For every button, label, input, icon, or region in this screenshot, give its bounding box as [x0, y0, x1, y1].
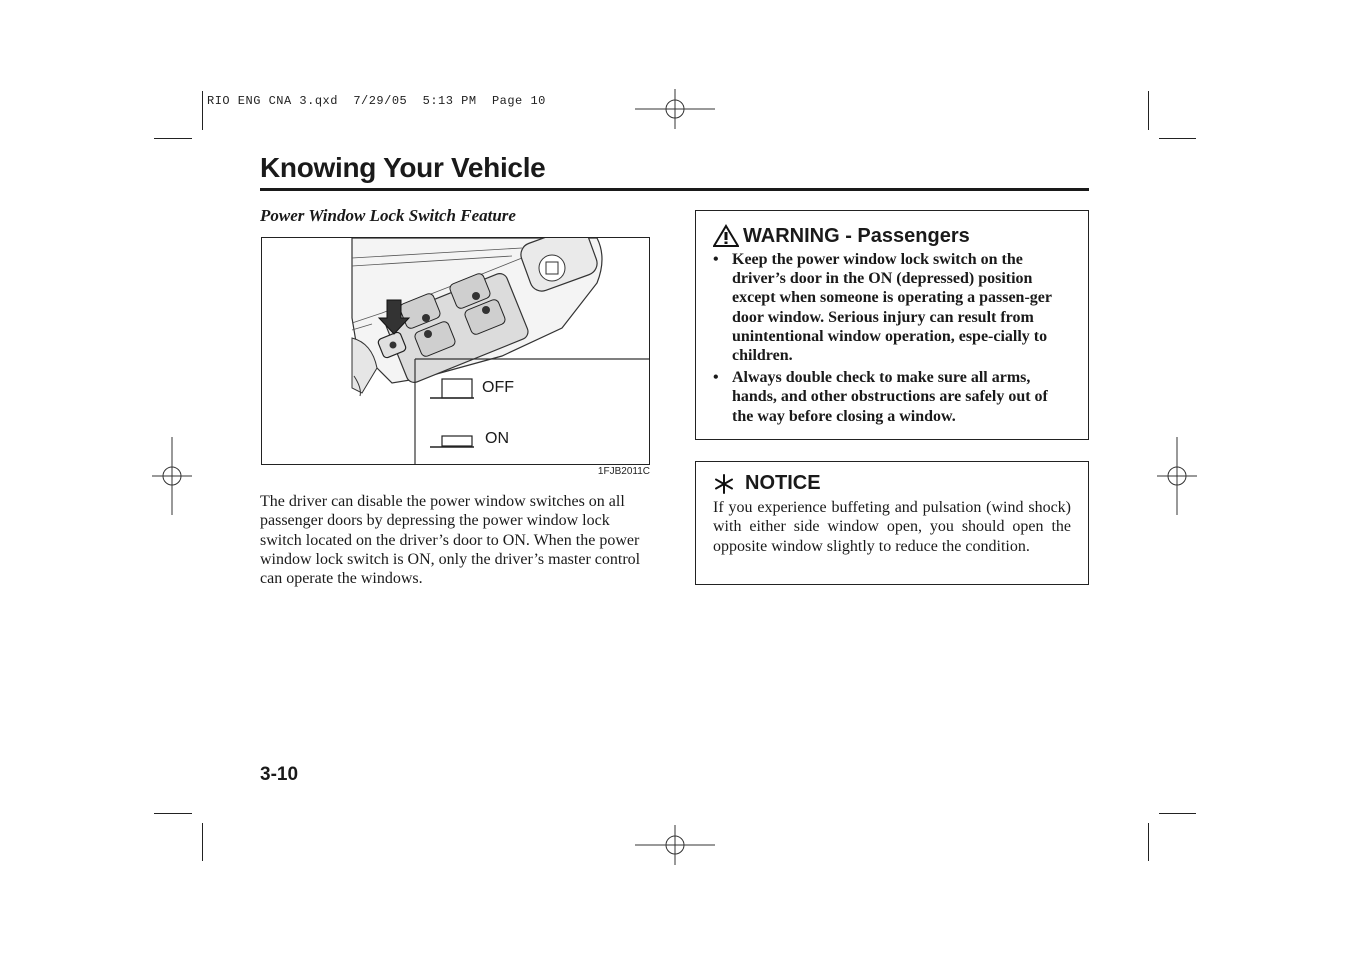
door-panel-drawing	[262, 238, 650, 465]
registration-mark	[152, 437, 192, 515]
crop-mark	[202, 823, 203, 861]
crop-mark	[154, 813, 192, 814]
warning-item: • Keep the power window lock switch on the driver’s door in the ON (depressed) position except when someone is operating a passen-ger door window. Serious injury can result from unintentional window operation, espe-cially to children.	[713, 251, 1052, 365]
registration-mark	[1157, 437, 1197, 515]
notice-box	[695, 461, 1089, 585]
crop-mark	[154, 138, 192, 139]
warning-list	[713, 250, 1072, 426]
warning-heading	[713, 224, 1072, 248]
lock-switch-illustration	[261, 237, 650, 465]
body-paragraph: The driver can disable the power window switches on all passenger doors by depressing the power window lock switch located on the driver’s door to ON. When the power window lock switch is ON, only the driver’s master control can operate the windows.	[260, 493, 641, 588]
title-rule	[260, 188, 1089, 191]
registration-mark	[635, 89, 715, 129]
crop-mark	[1148, 91, 1149, 130]
notice-title: NOTICE	[745, 472, 821, 494]
figure-code: 1FJB2011C	[597, 466, 650, 477]
crop-mark	[1159, 138, 1196, 139]
crop-mark	[1148, 823, 1149, 861]
on-label: ON	[485, 430, 509, 447]
page-title: Knowing Your Vehicle	[260, 152, 546, 183]
page-number: 3-10	[260, 764, 299, 785]
warning-item-text: Keep the power window lock switch on the driver’s door in the ON (depressed) position except when someone is operating a passen-ger door window. Serious injury can result from unintentional window operation, espe-cially to children.	[732, 251, 1052, 365]
notice-text: If you experience buffeting and pulsation (wind shock) with either side window open, you should open the opposite window slightly to reduce the condition.	[713, 499, 1071, 555]
crop-mark	[1159, 813, 1196, 814]
warning-box	[695, 210, 1089, 440]
registration-mark	[635, 825, 715, 865]
warning-item: • Always double check to make sure all arms, hands, and other obstructions are safely out of the way before closing a window.	[713, 369, 1048, 425]
print-slug: RIO ENG CNA 3.qxd 7/29/05 5:13 PM Page 10	[207, 94, 546, 108]
crop-mark	[202, 91, 203, 130]
warning-title: WARNING - Passengers	[743, 224, 970, 247]
section-heading: Power Window Lock Switch Feature	[260, 206, 516, 225]
warning-triangle-icon	[713, 224, 739, 248]
off-label: OFF	[482, 379, 514, 396]
asterisk-icon	[713, 473, 735, 495]
warning-item-text: Always double check to make sure all arms, hands, and other obstructions are safely out of the way before closing a window.	[732, 369, 1048, 425]
notice-heading	[713, 472, 1071, 495]
